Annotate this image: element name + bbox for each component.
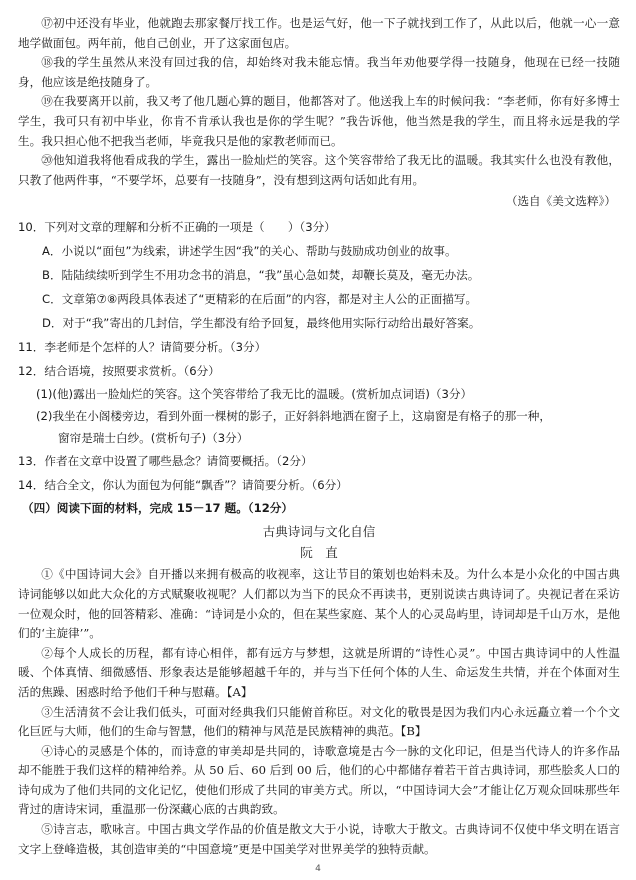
page-number: 4: [315, 864, 321, 874]
story-paragraph-18: ⑱我的学生虽然从来没有回过我的信，却始终对我未能忘情。我当年劝他要学得一技随身，他现在已经一技随身，他应该是绝技随身了。: [18, 55, 620, 89]
essay-paragraph-4: ④诗心的灵感是个体的，而诗意的审美却是共同的，诗歌意境是古今一脉的文化印记，但是当代诗人的许多作品却不能胜于我们这样的精神给养。从 50 后、60 后到 00 后，他们的心中都储存着若干首古典诗词，那些脍炙人口的诗句成为了他们共同的文化记忆，使他们形成了共同的审美方式。所以，“中国诗词大会”才能让亿万观众回味那些年背过的唐诗宋词，重温那一份深藏心底的古典韵致。: [18, 743, 620, 817]
question-12-item-2-cont: 窗帘是瑞士白纱。(赏析句子)（3分）: [58, 431, 249, 446]
question-11: 11．李老师是个怎样的人？请简要分析。（3分）: [18, 340, 267, 355]
question-10-option-b: B．陆陆续续听到学生不用功念书的消息，“我”虽心急如焚，却鞭长莫及，毫无办法。: [42, 268, 480, 283]
question-14: 14．结合全文，你认为面包为何能“飘香”？请简要分析。（6分）: [18, 478, 348, 493]
story-paragraph-19: ⑲在我要离开以前，我又考了他几题心算的题目，他都答对了。他送我上车的时候问我：“李老师，你有好多博士学生，我可只有初中毕业，你肯不肯承认我也是你的学生呢？”我告诉他，他当然是我的学生，而且将永远是我的学生。我只担心他不把我当老师，毕竟我只是他的家教老师而已。: [18, 94, 620, 148]
essay-author: 阮 直: [300, 545, 338, 561]
question-10-option-c: C．文章第⑦⑧两段具体表述了“更精彩的在后面”的内容，都是对主人公的正面描写。: [42, 292, 478, 307]
question-10-option-d: D．对于“我”寄出的几封信，学生都没有给予回复，最终他用实际行动给出最好答案。: [42, 316, 481, 331]
story-paragraph-20: ⑳他知道我将他看成我的学生，露出一脸灿烂的笑容。这个笑容带给了我无比的温暖。我其实什么也没有教他，只教了他两件事，“不要学坏，总要有一技随身”，没有想到这两句话如此有用。: [18, 153, 620, 187]
section-4-heading: （四）阅读下面的材料，完成 15－17 题。（12分）: [22, 501, 293, 516]
essay-paragraph-2: ②每个人成长的历程，都有诗心相伴，都有远方与梦想，这就是所谓的“诗性心灵”。中国古典诗词中的人性温暖、个体真情、细微感悟、形象表达是能够超越千年的，并与当下任何个体的人生、命运发生共情，并在个体面对生活的焦躁、困惑时给予他们千种与慰藉。【A】: [18, 645, 620, 699]
question-13: 13．作者在文章中设置了哪些悬念？请简要概括。（2分）: [18, 454, 313, 469]
essay-paragraph-1: ①《中国诗词大会》自开播以来拥有极高的收视率，这让节目的策划也始料未及。为什么本是小众化的中国古典诗词能够以如此大众化的方式赋聚收视呢？人们都以为当下的民众不再读书，更别说读古典诗词了。央视记者在采访一位观众时，他的回答精彩、准确：“诗词是小众的，但在某些家庭、某个人的心灵岛屿里，诗词却是千山万水，是他们的‘主旋律’”。: [18, 567, 620, 641]
question-12-stem: 12．结合语境，按照要求赏析。（6分）: [18, 364, 220, 379]
question-10-stem: 10．下列对文章的理解和分析不正确的一项是（ ）（3分）: [18, 220, 336, 235]
story-source: （选自《美文选粹》）: [505, 194, 616, 209]
question-12-item-2: (2)我坐在小阁楼旁边，看到外面一棵树的影子，正好斜斜地洒在窗子上，这扇窗是有格子的那一种，: [36, 409, 551, 424]
essay-paragraph-5: ⑤诗言志，歌咏言。中国古典文学作品的价值是散文大于小说，诗歌大于散文。古典诗词不仅使中华文明在语言文字上登峰造极，其创造审美的“中国意境”更是中国美学对世界美学的独特贡献。: [18, 822, 620, 856]
story-paragraph-17: ⑰初中还没有毕业，他就跑去那家餐厅找工作。也是运气好，他一下子就找到工作了，从此以后，他就一心一意地学做面包。两年前，他自己创业，开了这家面包店。: [18, 16, 620, 50]
question-10-option-a: A．小说以“面包”为线索，讲述学生因“我”的关心、帮助与鼓励成功创业的故事。: [42, 244, 457, 259]
essay-title: 古典诗词与文化自信: [262, 524, 376, 540]
essay-paragraph-3: ③生活清贫不会让我们低头，可面对经典我们只能俯首称臣。对文化的敬畏是因为我们内心永远矗立着一个个文化巨匠与大师，他们的生命与智慧，他们的精神与风范是民族精神的典范。【B】: [18, 704, 620, 739]
question-12-item-1: (1)(他)露出一脸灿烂的笑容。这个笑容带给了我无比的温暖。(赏析加点词语)（3分）: [36, 387, 473, 402]
